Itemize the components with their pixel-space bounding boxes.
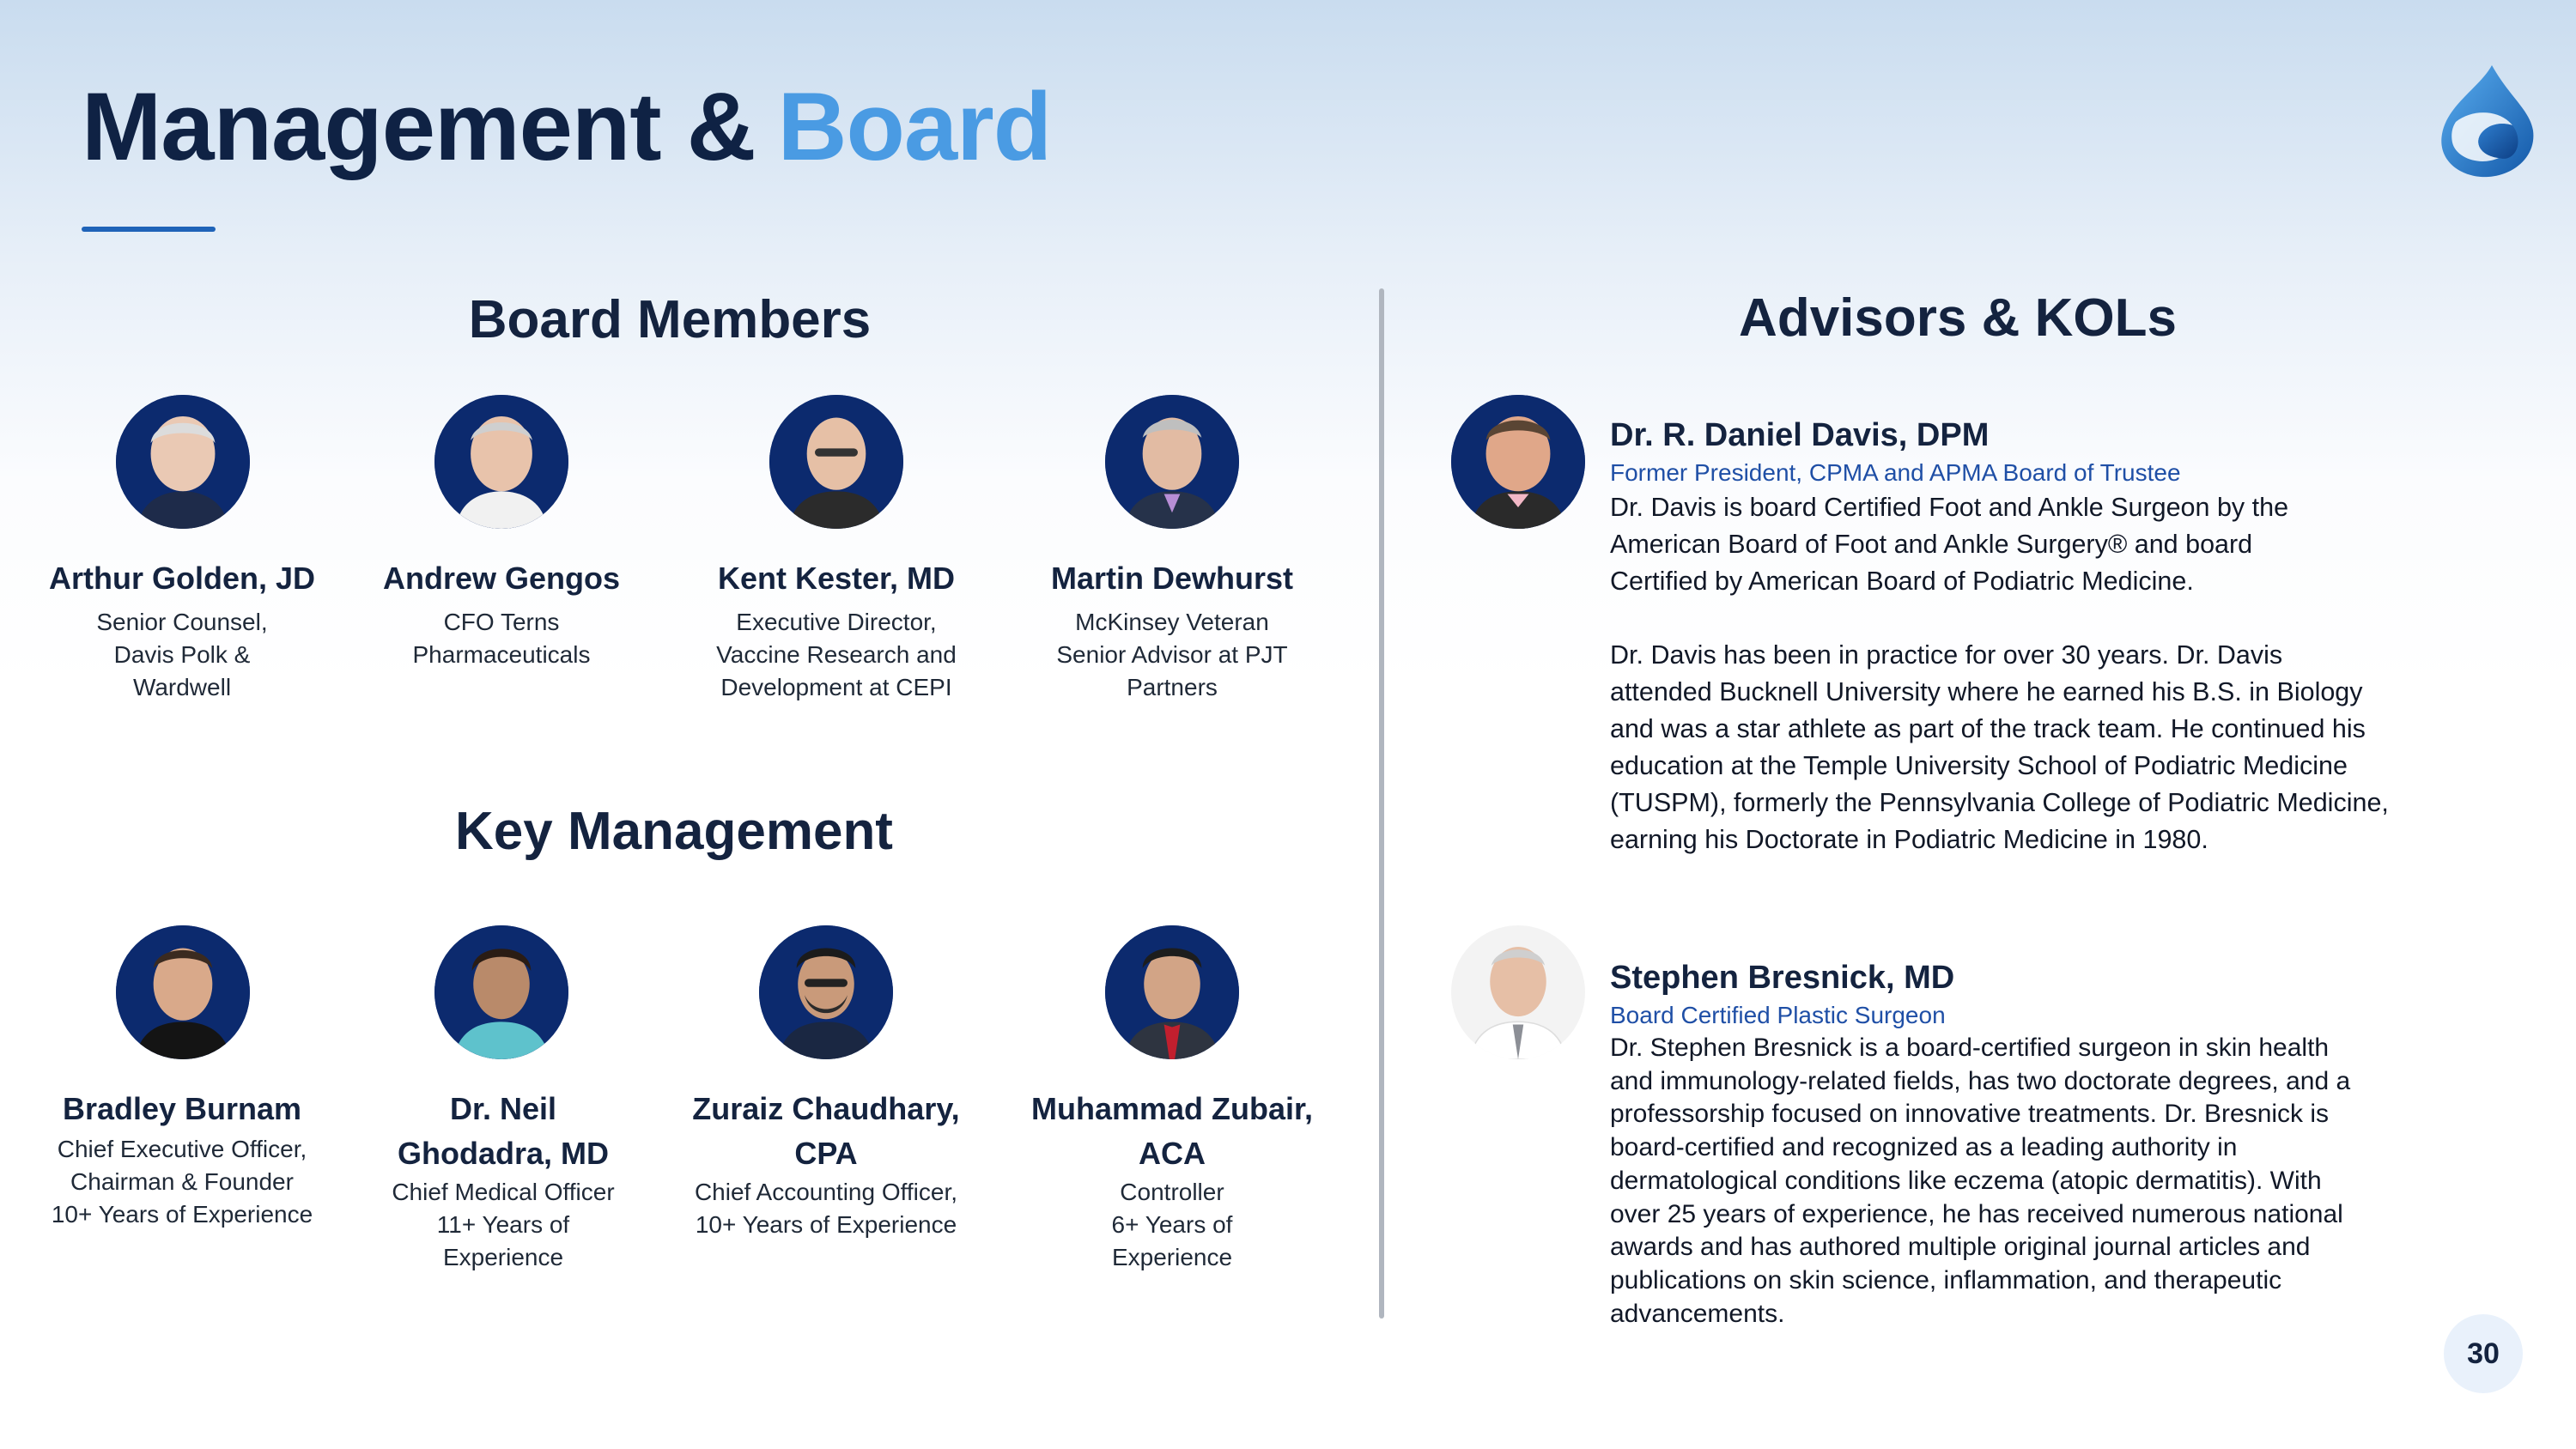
- advisor-bio-line: (TUSPM), formerly the Pennsylvania College of Podiatric Medicine,: [1610, 788, 2389, 817]
- person-role-line: Chief Medical Officer: [392, 1179, 615, 1205]
- person-role-line: Chairman & Founder: [70, 1168, 294, 1195]
- person-role-line: Chief Accounting Officer,: [694, 1179, 958, 1205]
- person-role-line: Experience: [1111, 1244, 1233, 1270]
- person-name: Andrew Gengos: [382, 561, 621, 596]
- advisor-bresnick: [1610, 956, 2469, 1331]
- advisor-bio-line: dermatological conditions like eczema (atopic dermatitis). With: [1610, 1166, 2322, 1195]
- person-role-line: Executive Director,: [736, 609, 937, 635]
- avatar: [759, 925, 893, 1059]
- advisor-bio-line: advancements.: [1610, 1299, 1785, 1328]
- advisor-bio-line: and immunology-related fields, has two doctorate degrees, and a: [1610, 1066, 2351, 1095]
- person-name: ACA: [1139, 1136, 1206, 1171]
- advisors-heading: Advisors & KOLs: [1739, 288, 2177, 348]
- avatar: [1451, 925, 1585, 1059]
- management-card: [27, 1087, 337, 1231]
- person-name: Kent Kester, MD: [717, 561, 956, 596]
- column-divider: [1379, 288, 1384, 1319]
- advisor-bio-line: education at the Temple University School of Podiatric Medicine: [1610, 751, 2348, 780]
- advisor-bio-line: over 25 years of experience, he has received numerous national: [1610, 1199, 2343, 1228]
- person-name: Bradley Burnam: [62, 1091, 302, 1126]
- person-name: Zuraiz Chaudhary,: [692, 1091, 960, 1126]
- board-member-card: [1018, 556, 1327, 704]
- drop-logo-icon: [2430, 62, 2540, 180]
- management-card: [671, 1087, 981, 1241]
- person-role-line: 6+ Years of: [1111, 1211, 1233, 1238]
- management-card: [1018, 1087, 1327, 1274]
- advisor-bio-line: American Board of Foot and Ankle Surgery® and board: [1610, 530, 2253, 559]
- advisor-bio-line: Dr. Davis is board Certified Foot and Ankle Surgeon by the: [1610, 493, 2289, 522]
- page-title-main: Management &: [82, 73, 756, 180]
- person-name: Martin Dewhurst: [1050, 561, 1294, 596]
- person-name: Muhammad Zubair,: [1030, 1091, 1314, 1126]
- person-name: Dr. Neil: [449, 1091, 557, 1126]
- person-role-line: 10+ Years of Experience: [51, 1201, 313, 1228]
- advisor-bio-line: board-certified and recognized as a leading authority in: [1610, 1133, 2238, 1162]
- page-title-accent: Board: [777, 73, 1052, 180]
- person-name: Ghodadra, MD: [397, 1136, 609, 1171]
- board-member-card: [27, 556, 337, 704]
- person-role-line: Development at CEPI: [720, 674, 952, 700]
- avatar: [1105, 925, 1239, 1059]
- avatar: [1451, 395, 1585, 529]
- person-role-line: Senior Advisor at PJT: [1056, 641, 1288, 668]
- avatar: [434, 395, 568, 529]
- advisor-subtitle: Board Certified Plastic Surgeon: [1610, 1002, 1946, 1028]
- person-name: CPA: [794, 1136, 858, 1171]
- management-card: [349, 1087, 658, 1274]
- advisor-bio-line: attended Bucknell University where he earned his B.S. in Biology: [1610, 677, 2363, 706]
- person-role-line: Davis Polk &: [113, 641, 251, 668]
- person-role-line: Pharmaceuticals: [412, 641, 591, 668]
- person-role-line: 10+ Years of Experience: [695, 1211, 957, 1238]
- advisor-bio-line: professorship focused on innovative treatments. Dr. Bresnick is: [1610, 1100, 2330, 1129]
- advisor-subtitle: Former President, CPMA and APMA Board of Trustee: [1610, 459, 2181, 486]
- person-role-line: Senior Counsel,: [96, 609, 268, 635]
- board-member-card: [682, 556, 991, 704]
- person-role-line: CFO Terns: [443, 609, 560, 635]
- avatar: [116, 395, 250, 529]
- advisor-bio-line: earning his Doctorate in Podiatric Medicine in 1980.: [1610, 825, 2208, 854]
- advisor-bio-line: Dr. Davis has been in practice for over 30 years. Dr. Davis: [1610, 640, 2283, 670]
- advisor-name: Dr. R. Daniel Davis, DPM: [1610, 417, 1990, 453]
- avatar: [116, 925, 250, 1059]
- person-role-line: Chief Executive Officer,: [57, 1136, 307, 1162]
- advisor-bio-line: awards and has authored multiple original journal articles and: [1610, 1233, 2311, 1262]
- board-members-heading: Board Members: [468, 290, 872, 349]
- title-underline: [82, 227, 216, 232]
- person-role-line: Controller: [1120, 1179, 1224, 1205]
- avatar: [769, 395, 903, 529]
- person-name: Arthur Golden, JD: [48, 561, 315, 596]
- person-role-line: 11+ Years of: [436, 1211, 570, 1238]
- advisor-davis: [1610, 414, 2469, 858]
- person-role-line: Vaccine Research and: [716, 641, 957, 668]
- advisor-bio-line: Certified by American Board of Podiatric Medicine.: [1610, 567, 2194, 596]
- advisor-name: Stephen Bresnick, MD: [1610, 960, 1955, 996]
- advisor-bio-line: publications on skin science, inflammation, and therapeutic: [1610, 1265, 2282, 1294]
- person-role-line: Experience: [442, 1244, 564, 1270]
- board-member-card: [347, 556, 656, 671]
- avatar: [1105, 395, 1239, 529]
- advisor-bio-line: and was a star athlete as part of the track team. He continued his: [1610, 714, 2366, 743]
- person-role-line: Partners: [1127, 674, 1218, 700]
- page-title: [82, 73, 1052, 180]
- avatar: [434, 925, 568, 1059]
- key-management-heading: Key Management: [455, 802, 893, 861]
- person-role-line: Wardwell: [132, 674, 232, 700]
- page-number: 30: [2444, 1314, 2523, 1393]
- person-role-line: McKinsey Veteran: [1075, 609, 1269, 635]
- advisor-bio-line: Dr. Stephen Bresnick is a board-certified surgeon in skin health: [1610, 1034, 2330, 1062]
